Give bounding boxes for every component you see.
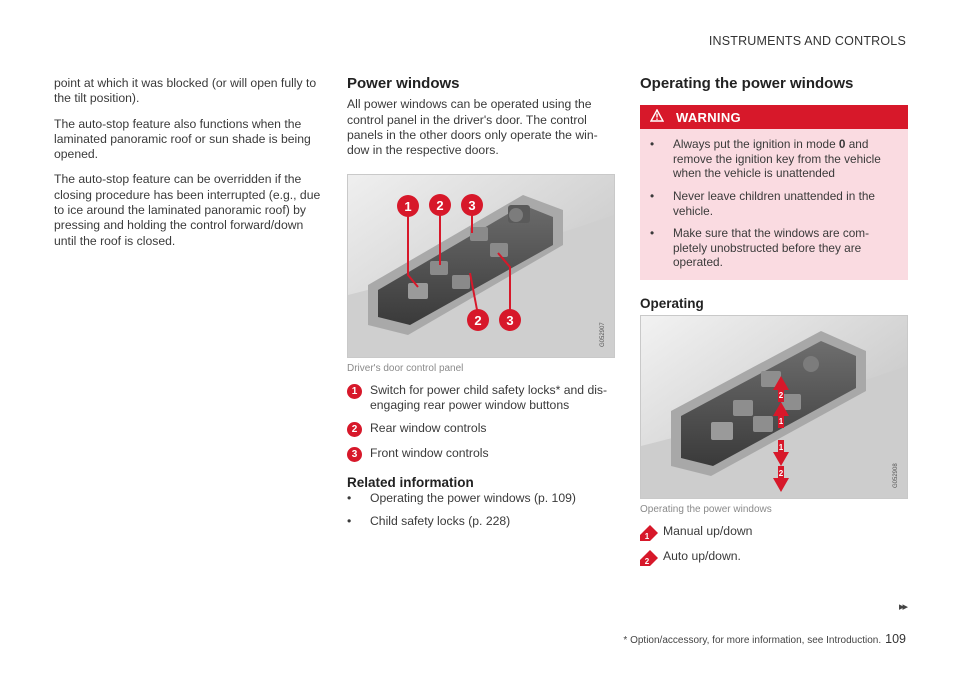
related-link[interactable]: Operating the power windows (p. 109) — [370, 490, 576, 505]
warning-box — [640, 105, 908, 280]
next-page-arrows[interactable]: ▸▸ — [898, 601, 906, 613]
legend-item — [640, 549, 908, 566]
warning-text: Never leave children unattended in the vehicle. — [673, 189, 875, 218]
legend-text: Manual up/down — [663, 523, 753, 538]
section-heading-power-windows: Power windows — [347, 75, 460, 92]
bullet-icon: • — [650, 189, 655, 204]
arrow-label: 2 — [778, 469, 784, 479]
warning-item — [650, 189, 894, 218]
operating-illustration — [641, 316, 907, 498]
section-title: INSTRUMENTS AND CONTROLS — [708, 34, 906, 48]
paragraph: point at which it was blocked (or will open fully to the tilt position). — [54, 76, 317, 106]
related-link-item[interactable] — [347, 514, 615, 529]
bullet-icon: • — [650, 226, 655, 241]
legend-marker-1: 1 — [644, 531, 650, 541]
paragraph: The auto-stop feature can be overridden if the closing procedure has been interrupted (e.g., due to ice around the laminated panoramic roof) by pressing and holding the control forward/down until the roof is closed. — [54, 172, 321, 248]
column-middle — [347, 76, 615, 537]
related-link-item[interactable] — [347, 491, 615, 506]
legend-item — [347, 446, 615, 463]
legend-marker-2: 2 — [347, 422, 362, 437]
figure-caption: Operating the power windows — [640, 504, 772, 516]
callout-1: 1 — [404, 199, 412, 215]
bullet-icon: • — [650, 137, 655, 152]
legend-marker-1: 1 — [347, 384, 362, 399]
legend-text: Switch for power child safety locks* and dis-engaging rear power window buttons — [370, 382, 608, 413]
legend-text: Auto up/down. — [663, 548, 741, 563]
arrow-marker-icon — [640, 525, 662, 541]
legend-text: Front window controls — [370, 446, 489, 461]
page-number: 109 — [885, 632, 906, 646]
callout-3: 3 — [468, 198, 476, 214]
section-heading-operating-power-windows: Operating the power windows — [640, 75, 854, 92]
arrow-label: 1 — [778, 443, 784, 453]
operating-windows-photo — [640, 315, 908, 499]
warning-label: WARNING — [676, 109, 741, 125]
related-link[interactable]: Child safety locks (p. 228) — [370, 513, 511, 528]
paragraph: The auto-stop feature also functions when the laminated panoramic roof or sun shade is being opened. — [54, 116, 311, 162]
warning-text: and remove the ignition key from the vehicle when the vehicle is unattended — [673, 137, 881, 181]
legend-marker-2: 2 — [644, 556, 650, 566]
image-code: G052908 — [893, 463, 899, 489]
legend-item — [347, 383, 615, 414]
arrow-marker-icon — [640, 550, 662, 566]
arrow-label: 1 — [778, 417, 784, 427]
arrow-label: 2 — [778, 391, 784, 401]
figure-caption: Driver's door control panel — [347, 363, 464, 375]
legend-item — [347, 421, 615, 438]
door-control-panel-photo — [347, 174, 615, 358]
bullet-icon: • — [347, 513, 352, 528]
warning-text: Make sure that the windows are com-pletely unobstructed before they are operated. — [673, 226, 870, 270]
bullet-icon: • — [347, 490, 352, 505]
callout-2-lower: 2 — [474, 313, 482, 329]
ignition-mode-value: 0 — [838, 137, 846, 152]
callout-2: 2 — [436, 198, 444, 214]
column-right — [640, 76, 908, 574]
warning-item — [650, 137, 894, 181]
image-code: G052907 — [600, 322, 606, 348]
intro-paragraph: All power windows can be operated using the control panel in the driver's door. The control panels in the other doors only operate the win-dow in the respective doors. — [347, 97, 598, 158]
legend-text: Rear window controls — [370, 421, 487, 436]
column-left — [54, 76, 322, 259]
legend-marker-3: 3 — [347, 447, 362, 462]
warning-header — [640, 105, 908, 129]
warning-item — [650, 226, 894, 270]
operating-heading: Operating — [640, 296, 704, 312]
warning-triangle-icon — [650, 109, 664, 125]
page-footer — [623, 632, 906, 646]
footer-note: * Option/accessory, for more information, see Introduction. — [623, 635, 882, 646]
legend-item — [640, 524, 908, 541]
callout-3-lower: 3 — [506, 313, 514, 329]
related-information-heading: Related information — [347, 475, 474, 491]
warning-text: Always put the ignition in mode — [673, 137, 839, 152]
door-panel-illustration — [348, 175, 614, 357]
